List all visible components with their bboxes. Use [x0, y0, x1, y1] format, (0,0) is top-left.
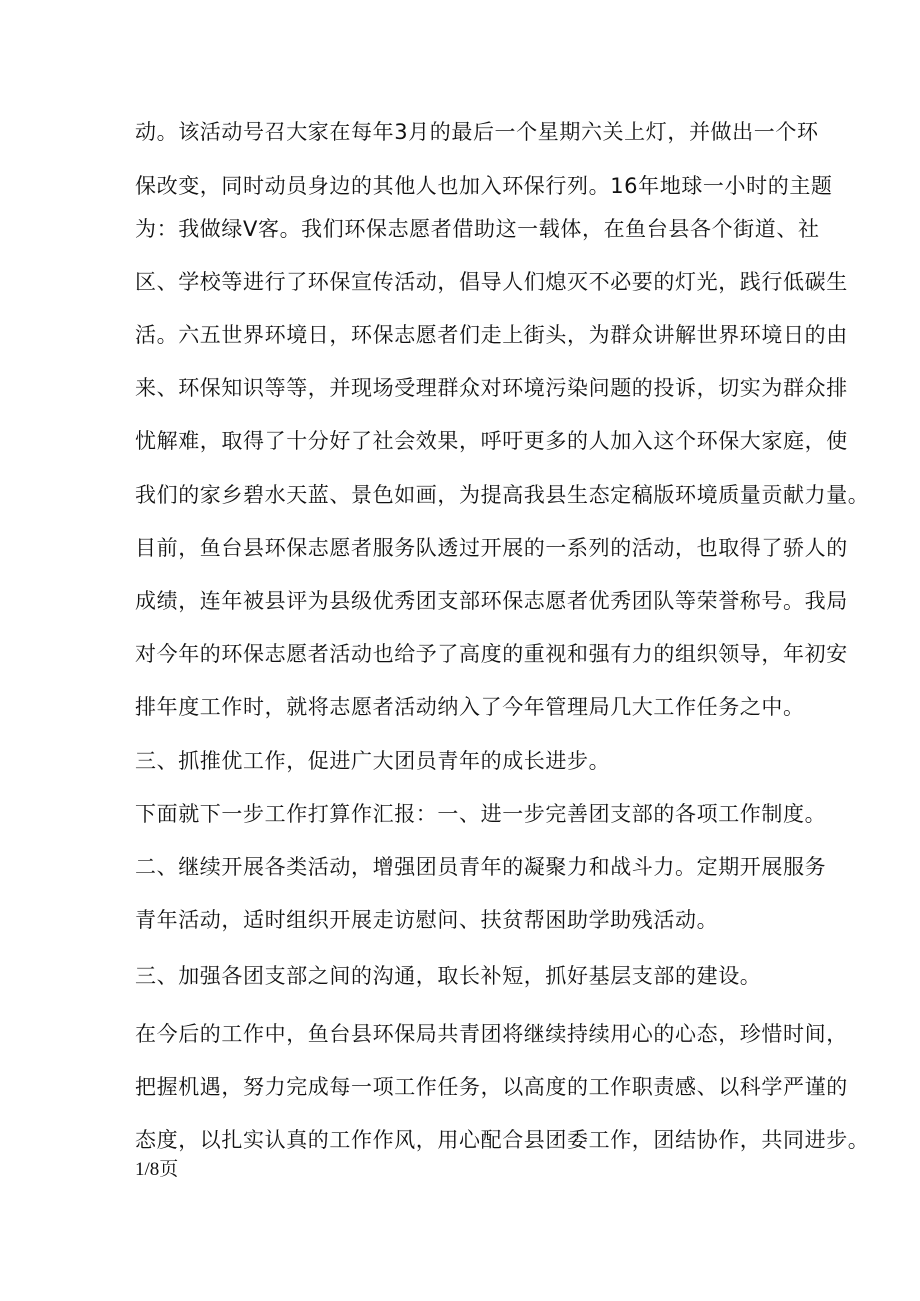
body-text-line: 活。六五世界环境日，环保志愿者们走上街头，为群众讲解世界环境日的由: [135, 323, 848, 347]
body-text-line: 动。该活动号召大家在每年3月的最后一个星期六关上灯，并做出一个环: [135, 120, 819, 144]
body-text-line: 我们的家乡碧水天蓝、景色如画，为提高我县生态定稿版环境质量贡献力量。: [135, 483, 870, 507]
body-text-line: 在今后的工作中，鱼台县环保局共青团将继续持续用心的心态，珍惜时间，: [135, 1022, 848, 1046]
body-text-line: 来、环保知识等等，并现场受理群众对环境污染问题的投诉，切实为群众排: [135, 376, 848, 400]
body-text-line: 区、学校等进行了环保宣传活动，倡导人们熄灭不必要的灯光，践行低碳生: [135, 270, 848, 294]
body-text-line: 二、继续开展各类活动，增强团员青年的凝聚力和战斗力。定期开展服务: [135, 855, 827, 879]
body-text-line: 下面就下一步工作打算作汇报：一、进一步完善团支部的各项工作制度。: [135, 802, 827, 826]
body-text-line: 三、加强各团支部之间的沟通，取长补短，抓好基层支部的建设。: [135, 964, 762, 988]
body-text-line: 成绩，连年被县评为县级优秀团支部环保志愿者优秀团队等荣誉称号。我局: [135, 589, 848, 613]
page-number: 1/8页: [135, 1159, 179, 1180]
body-text-line: 青年活动，适时组织开展走访慰问、扶贫帮困助学助残活动。: [135, 908, 719, 932]
body-text-line: 把握机遇，努力完成每一项工作任务，以高度的工作职责感、以科学严谨的: [135, 1075, 848, 1099]
body-text-line: 忧解难，取得了十分好了社会效果，呼吁更多的人加入这个环保大家庭，使: [135, 429, 848, 453]
body-text-line: 排年度工作时，就将志愿者活动纳入了今年管理局几大工作任务之中。: [135, 695, 805, 719]
body-text-line: 为：我做绿V客。我们环保志愿者借助这一载体，在鱼台县各个街道、社: [135, 217, 820, 241]
body-text-line: 目前，鱼台县环保志愿者服务队透过开展的一系列的活动，也取得了骄人的: [135, 536, 848, 560]
body-text-line: 态度，以扎实认真的工作作风，用心配合县团委工作，团结协作，共同进步。: [135, 1128, 870, 1152]
section-heading: 三、抓推优工作，促进广大团员青年的成长进步。: [135, 749, 611, 773]
body-text-line: 保改变，同时动员身边的其他人也加入环保行列。16年地球一小时的主题: [135, 174, 833, 198]
body-text-line: 对今年的环保志愿者活动也给予了高度的重视和强有力的组织领导，年初安: [135, 642, 848, 666]
